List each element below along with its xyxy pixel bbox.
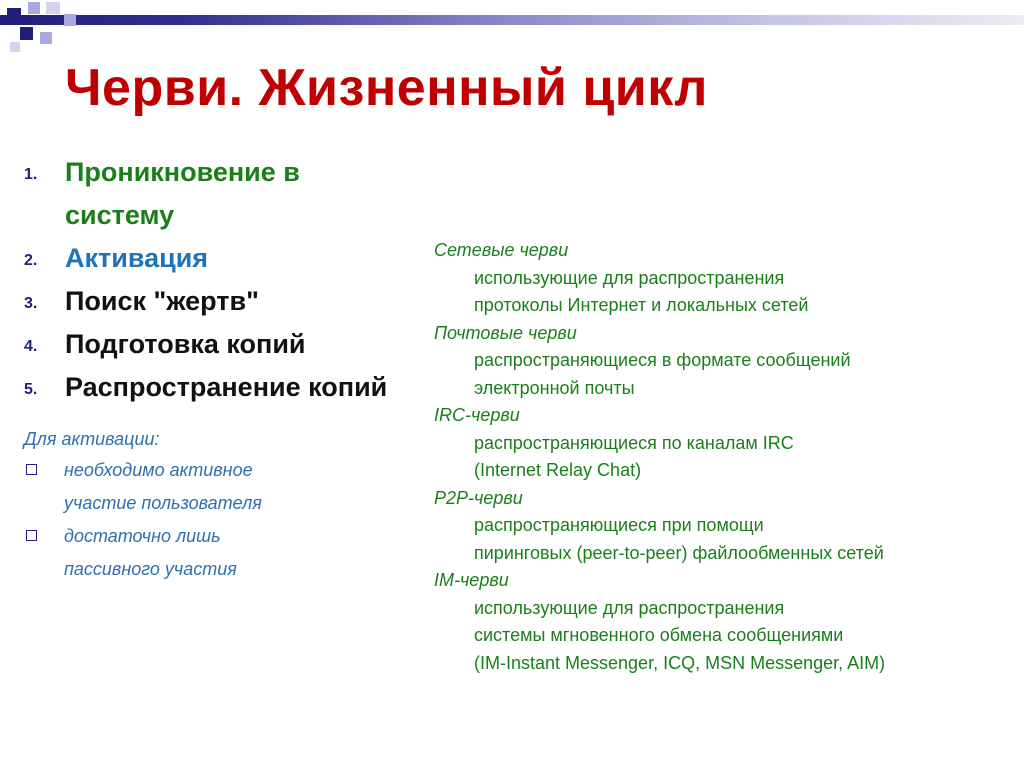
decor-square bbox=[64, 14, 76, 26]
worm-types bbox=[434, 237, 1014, 677]
activation-text: достаточно лишь bbox=[64, 526, 221, 546]
worm-type-desc: протоколы Интернет и локальных сетей bbox=[474, 295, 809, 315]
step-label: Поиск "жертв" bbox=[65, 286, 259, 316]
checkbox-bullet-icon bbox=[26, 530, 37, 541]
step-label: Активация bbox=[65, 243, 209, 273]
list-item bbox=[24, 151, 454, 237]
worm-type-name: Почтовые черви bbox=[434, 322, 577, 343]
worm-type-desc: использующие для распространения bbox=[474, 597, 785, 618]
step-number: 1. bbox=[24, 166, 38, 183]
decor-square bbox=[28, 2, 40, 14]
worm-type-desc: пиринговых (peer-to-peer) файлообменных сетей bbox=[474, 542, 884, 563]
worm-type-name: IRC-черви bbox=[434, 405, 520, 425]
checkbox-bullet-icon bbox=[26, 464, 37, 475]
step-label: Проникновение в bbox=[65, 157, 300, 187]
page-title: Черви. Жизненный цикл bbox=[65, 59, 708, 117]
step-number: 4. bbox=[24, 338, 38, 355]
worm-type bbox=[434, 402, 1014, 485]
worm-type bbox=[434, 567, 1014, 677]
worm-type-desc: распространяющиеся при помощи bbox=[474, 515, 764, 535]
worm-type-name: P2P-черви bbox=[434, 487, 523, 508]
activation-notes bbox=[24, 424, 404, 586]
decor-square bbox=[10, 42, 20, 52]
step-number: 3. bbox=[24, 295, 38, 312]
activation-text: пассивного участия bbox=[64, 559, 237, 579]
step-number: 5. bbox=[24, 381, 38, 398]
step-label: систему bbox=[65, 200, 175, 230]
worm-type-desc: распространяющиеся по каналам IRC bbox=[474, 432, 794, 453]
worm-type bbox=[434, 485, 1014, 568]
worm-type-desc: (Internet Relay Chat) bbox=[474, 460, 642, 480]
worm-type-name: IM-черви bbox=[434, 570, 509, 590]
activation-text: необходимо активное bbox=[64, 460, 253, 480]
worm-type-desc: системы мгновенного обмена сообщениями bbox=[474, 625, 844, 645]
decor-square bbox=[40, 32, 52, 44]
worm-type-desc: электронной почты bbox=[474, 377, 635, 398]
list-item bbox=[24, 366, 454, 409]
decor-square bbox=[46, 2, 60, 14]
activation-text: участие пользователя bbox=[64, 493, 262, 513]
activation-heading: Для активации: bbox=[24, 429, 160, 449]
step-label: Распространение копий bbox=[65, 372, 388, 402]
list-item bbox=[24, 280, 454, 323]
list-item bbox=[24, 454, 404, 520]
decor-square bbox=[20, 27, 33, 40]
worm-type-name: Сетевые черви bbox=[434, 240, 569, 260]
decor-square bbox=[7, 8, 21, 22]
worm-type bbox=[434, 320, 1014, 403]
worm-type-desc: распространяющиеся в формате сообщений bbox=[474, 350, 851, 370]
lifecycle-steps bbox=[24, 151, 454, 409]
list-item bbox=[24, 323, 454, 366]
worm-type bbox=[434, 237, 1014, 320]
step-number: 2. bbox=[24, 252, 38, 269]
worm-type-desc: (IM-Instant Messenger, ICQ, MSN Messenger, AIM) bbox=[474, 652, 886, 673]
list-item bbox=[24, 520, 404, 586]
list-item bbox=[24, 237, 454, 280]
header-gradient-bar bbox=[0, 15, 1024, 25]
worm-type-desc: использующие для распространения bbox=[474, 267, 785, 288]
step-label: Подготовка копий bbox=[65, 329, 306, 359]
